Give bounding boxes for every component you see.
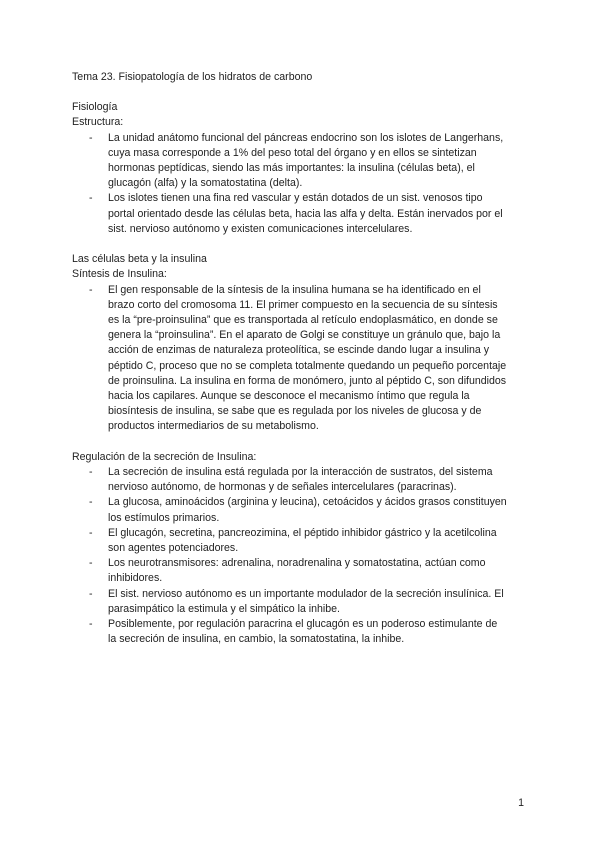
list-item — [72, 191, 532, 237]
bullet-text-line: sist. nervioso autónomo y existen comunicaciones intercelulares. — [108, 222, 413, 235]
list-item — [72, 283, 532, 435]
bullet-text-line: El gen responsable de la síntesis de la insulina humana se ha identificado en el — [108, 283, 481, 296]
bullet-text-line: inhibidores. — [108, 572, 163, 585]
bullet-dash: - — [89, 466, 93, 479]
list-item — [72, 556, 532, 586]
section-heading: Fisiología — [72, 101, 118, 114]
section — [72, 100, 532, 237]
bullet-text-line: La unidad anátomo funcional del páncreas endocrino son los islotes de Langerhans, — [108, 131, 504, 144]
bullet-text-line: glucagón (alfa) y la somatostatina (delta). — [108, 177, 303, 190]
list-item — [72, 526, 532, 556]
document-body — [72, 70, 532, 647]
list-item — [72, 495, 532, 525]
page-number: 1 — [518, 797, 524, 809]
bullet-dash: - — [89, 587, 93, 600]
bullet-text-line: hormonas peptídicas, siendo las más importantes: la insulina (células beta), el — [108, 162, 475, 175]
bullet-text-line: genera la “proinsulina”. En el aparato de Golgi se constituye un gránulo que, bajo la — [108, 329, 501, 342]
sections-container — [72, 100, 532, 647]
bullet-list — [72, 465, 532, 647]
bullet-list — [72, 131, 532, 237]
list-item — [72, 587, 532, 617]
bullet-text-line: son agentes potenciadores. — [108, 542, 239, 555]
list-item — [72, 465, 532, 495]
bullet-text-line: El glucagón, secretina, pancreozimina, el péptido inhibidor gástrico y la acetilcolina — [108, 526, 497, 539]
bullet-text-line: cuya masa corresponde a 1% del peso total del órgano y en ellos se sintetizan — [108, 146, 477, 159]
bullet-text-line: El sist. nervioso autónomo es un importante modulador de la secreción insulínica. El — [108, 587, 504, 600]
bullet-text-line: La secreción de insulina está regulada por la interacción de sustratos, del sistema — [108, 466, 493, 479]
bullet-dash: - — [89, 557, 93, 570]
bullet-text-line: es la “pre-proinsulina” que es transportada al retículo endoplasmático, en donde se — [108, 314, 498, 327]
bullet-text-line: nervioso autónomo, de hormonas y de señales intercelulares (paracrinas). — [108, 481, 457, 494]
bullet-text-line: portal orientado desde las células beta, hacia las alfa y delta. Están inervados por el — [108, 207, 503, 220]
bullet-text-line: productos intermediarios de su metabolismo. — [108, 420, 319, 433]
section-heading: Síntesis de Insulina: — [72, 268, 167, 281]
bullet-text-line: Los islotes tienen una fina red vascular y están dotados de un sist. venosos tipo — [108, 192, 483, 205]
bullet-text-line: Los neurotransmisores: adrenalina, noradrenalina y somatostatina, actúan como — [108, 557, 486, 570]
list-item — [72, 131, 532, 192]
bullet-list — [72, 283, 532, 435]
bullet-text-line: los estímulos primarios. — [108, 511, 220, 524]
bullet-text-line: brazo corto del cromosoma 11. El primer compuesto en la secuencia de su síntesis — [108, 298, 498, 311]
section — [72, 450, 532, 648]
bullet-text-line: hacia los capilares. Aunque se desconoce el mecanismo íntimo que regula la — [108, 390, 470, 403]
bullet-text-line: Posiblemente, por regulación paracrina el glucagón es un poderoso estimulante de — [108, 618, 498, 631]
section-heading: Las células beta y la insulina — [72, 253, 207, 266]
document-title: Tema 23. Fisiopatología de los hidratos de carbono — [72, 71, 313, 83]
bullet-dash: - — [89, 526, 93, 539]
bullet-dash: - — [89, 618, 93, 631]
bullet-text-line: de proinsulina. La insulina en forma de monómero, junto al péptido C, son difundidos — [108, 374, 507, 387]
bullet-dash: - — [89, 192, 93, 205]
bullet-dash: - — [89, 496, 93, 509]
bullet-dash: - — [89, 283, 93, 296]
bullet-dash: - — [89, 131, 93, 144]
section-heading: Regulación de la secreción de Insulina: — [72, 450, 257, 463]
bullet-text-line: la secreción de insulina, en cambio, la somatostatina, la inhibe. — [108, 633, 405, 646]
bullet-text-line: parasimpático la estimula y el simpático la inhibe. — [108, 602, 340, 615]
section — [72, 252, 532, 434]
bullet-text-line: acción de enzimas de naturaleza proteolítica, se escinde dando lugar a insulina y — [108, 344, 490, 357]
bullet-text-line: La glucosa, aminoácidos (arginina y leucina), cetoácidos y ácidos grasos constituyen — [108, 496, 507, 509]
bullet-text-line: péptido C, proceso que no se completa totalmente quedando un pequeño porcentaje — [108, 359, 507, 372]
bullet-text-line: biosíntesis de insulina, se sabe que es regulada por los niveles de glucosa y de — [108, 405, 482, 418]
list-item — [72, 617, 532, 647]
section-heading: Estructura: — [72, 116, 124, 129]
